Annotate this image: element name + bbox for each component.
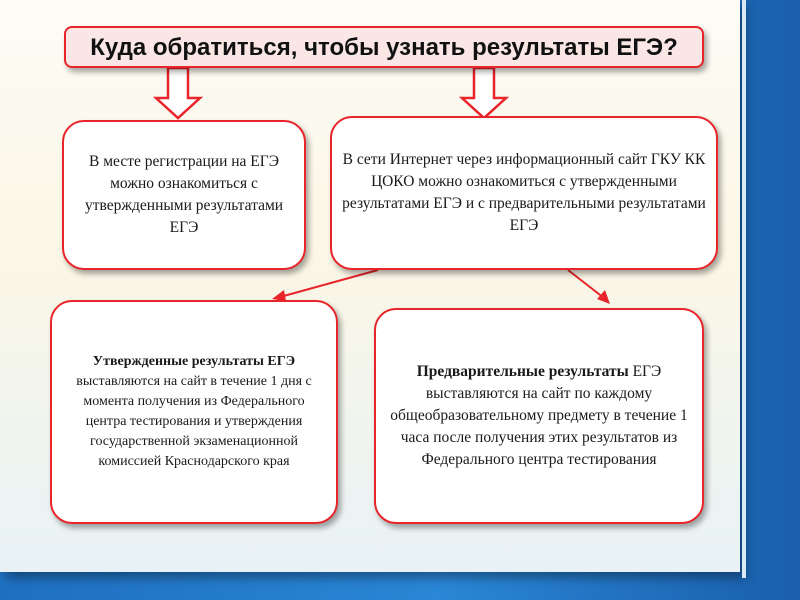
approved-results-box [50, 300, 338, 524]
registration-text: В месте регистрации на ЕГЭ можно ознакомиться с утвержденными результатами ЕГЭ [84, 153, 284, 236]
approved-text [66, 352, 322, 472]
preliminary-rest: ЕГЭ выставляются на сайт по каждому общеобразовательному предмету в течение 1 часа после получения этих результатов из Федерального центра тестирования [390, 363, 688, 468]
internet-text: В сети Интернет через информационный сайт ГКУ КК ЦОКО можно ознакомиться с утвержденными результатами ЕГЭ и с предварительными результатами ЕГЭ [342, 151, 706, 234]
internet-box [330, 116, 718, 270]
preliminary-text [390, 361, 688, 471]
title-box [64, 26, 704, 68]
preliminary-results-box [374, 308, 704, 524]
page-title: Куда обратиться, чтобы узнать результаты ЕГЭ? [90, 34, 678, 61]
approved-lead: Утвержденные результаты ЕГЭ [92, 354, 296, 369]
registration-box [62, 120, 306, 270]
approved-rest: выставляются на сайт в течение 1 дня с момента получения из Федерального центра тестирования и утверждения государственной экзаменационной комиссией Краснодарского края [76, 374, 312, 469]
preliminary-lead: Предварительные результаты [416, 363, 629, 380]
panel-edge-stripe [742, 0, 746, 578]
